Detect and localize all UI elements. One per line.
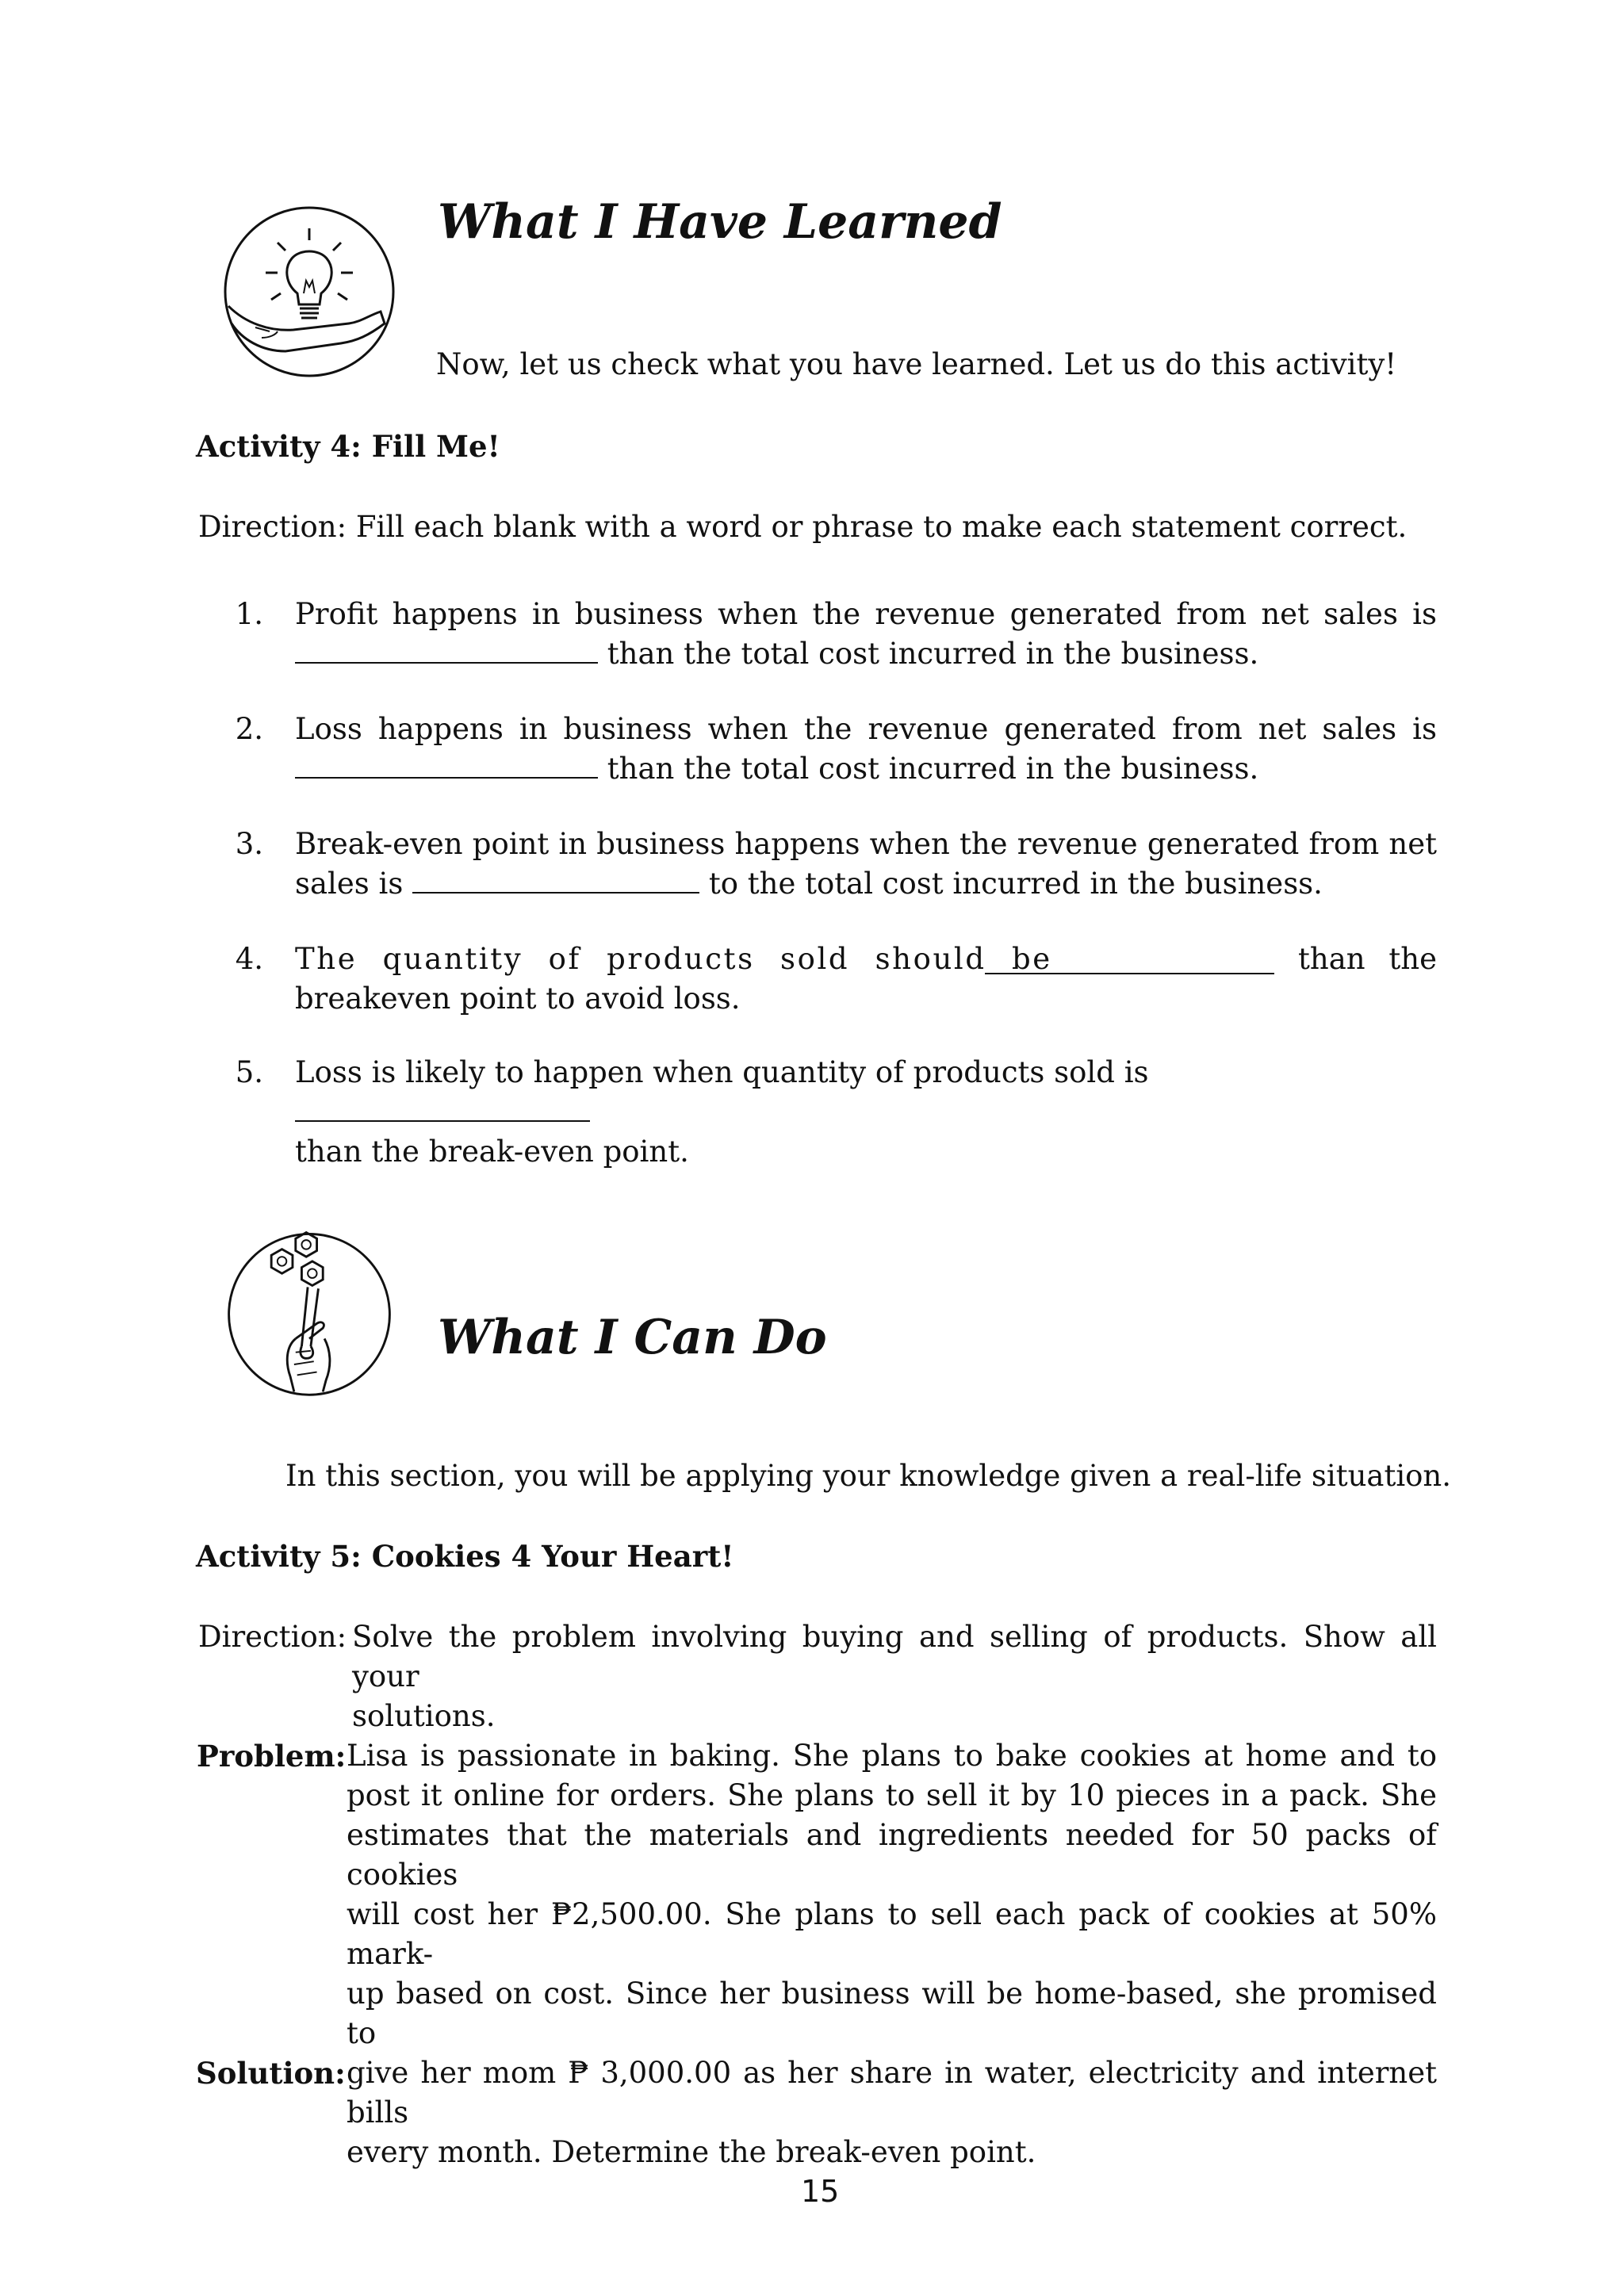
item-2-number: 2. bbox=[235, 712, 263, 746]
problem-line-2: post it online for orders. She plans to sell it by 10 pieces in a pack. She bbox=[347, 1778, 1437, 1812]
activity4-direction: Direction: Fill each blank with a word or phrase to make each statement correct. bbox=[198, 510, 1408, 544]
list-item-1 bbox=[295, 595, 1437, 674]
item-3-line2-before: sales is bbox=[295, 867, 413, 901]
list-item-2 bbox=[295, 710, 1437, 789]
activity5-direction-label: Direction: bbox=[198, 1620, 347, 1654]
page-number: 15 bbox=[801, 2174, 840, 2209]
problem-line-7: every month. Determine the break-even point. bbox=[347, 2135, 1036, 2169]
item-5-number: 5. bbox=[235, 1055, 263, 1089]
lightbulb-hand-icon bbox=[222, 205, 396, 379]
item-3-line1: Break-even point in business happens when the revenue generated from net bbox=[295, 827, 1437, 861]
item-4-blank[interactable] bbox=[985, 946, 1274, 974]
section-title-what-i-have-learned: What I Have Learned bbox=[438, 194, 1002, 250]
item-4-line1-before: The quantity of products sold should be bbox=[295, 942, 1052, 976]
item-2-line1: Loss happens in business when the revenue generated from net sales is bbox=[295, 712, 1437, 746]
activity4-heading: Activity 4: Fill Me! bbox=[196, 429, 500, 464]
solution-label: Solution: bbox=[196, 2056, 346, 2091]
item-3-blank[interactable] bbox=[412, 865, 699, 894]
item-4-number: 4. bbox=[235, 942, 263, 976]
list-item-4 bbox=[295, 939, 1437, 1019]
problem-label: Problem: bbox=[197, 1739, 347, 1774]
section1-intro: Now, let us check what you have learned. Let us do this activity! bbox=[436, 347, 1397, 381]
item-1-line1: Profit happens in business when the revenue generated from net sales is bbox=[295, 597, 1437, 631]
item-3-line2: to the total cost incurred in the business. bbox=[699, 867, 1323, 901]
item-1-blank[interactable] bbox=[295, 635, 598, 664]
problem-line-5: up based on cost. Since her business will be home-based, she promised to bbox=[347, 1976, 1437, 2050]
activity5-heading: Activity 5: Cookies 4 Your Heart! bbox=[196, 1539, 734, 1574]
problem-text bbox=[347, 1736, 1437, 2172]
section2-intro: In this section, you will be applying your knowledge given a real-life situation. bbox=[285, 1459, 1452, 1493]
item-5-line1-before: Loss is likely to happen when quantity of products sold is bbox=[295, 1055, 1149, 1089]
activity5-direction bbox=[352, 1617, 1437, 1736]
problem-line-3: estimates that the materials and ingredients needed for 50 packs of cookies bbox=[347, 1818, 1437, 1892]
item-1-number: 1. bbox=[235, 597, 263, 631]
wrench-hand-icon bbox=[222, 1225, 396, 1399]
item-2-blank[interactable] bbox=[295, 750, 598, 779]
item-3-number: 3. bbox=[235, 827, 263, 861]
item-1-line2: than the total cost incurred in the business. bbox=[598, 637, 1259, 671]
item-4-line2: breakeven point to avoid loss. bbox=[295, 982, 741, 1016]
problem-line-4: will cost her ₱2,500.00. She plans to sell each pack of cookies at 50% mark- bbox=[347, 1897, 1437, 1971]
activity5-direction-line1: Solve the problem involving buying and selling of products. Show all your bbox=[352, 1620, 1437, 1693]
activity5-direction-line2: solutions. bbox=[352, 1699, 496, 1733]
list-item-5 bbox=[295, 1053, 1437, 1172]
problem-line-6: give her mom ₱ 3,000.00 as her share in water, electricity and internet bills bbox=[347, 2056, 1437, 2130]
item-5-blank[interactable] bbox=[295, 1093, 590, 1122]
item-2-line2: than the total cost incurred in the business. bbox=[598, 752, 1259, 786]
problem-line-1: Lisa is passionate in baking. She plans to bake cookies at home and to bbox=[347, 1739, 1437, 1773]
list-item-3 bbox=[295, 825, 1437, 904]
section-title-what-i-can-do: What I Can Do bbox=[438, 1310, 827, 1365]
item-5-line2: than the break-even point. bbox=[295, 1135, 689, 1169]
item-4-line1-after: than the bbox=[1298, 942, 1437, 976]
